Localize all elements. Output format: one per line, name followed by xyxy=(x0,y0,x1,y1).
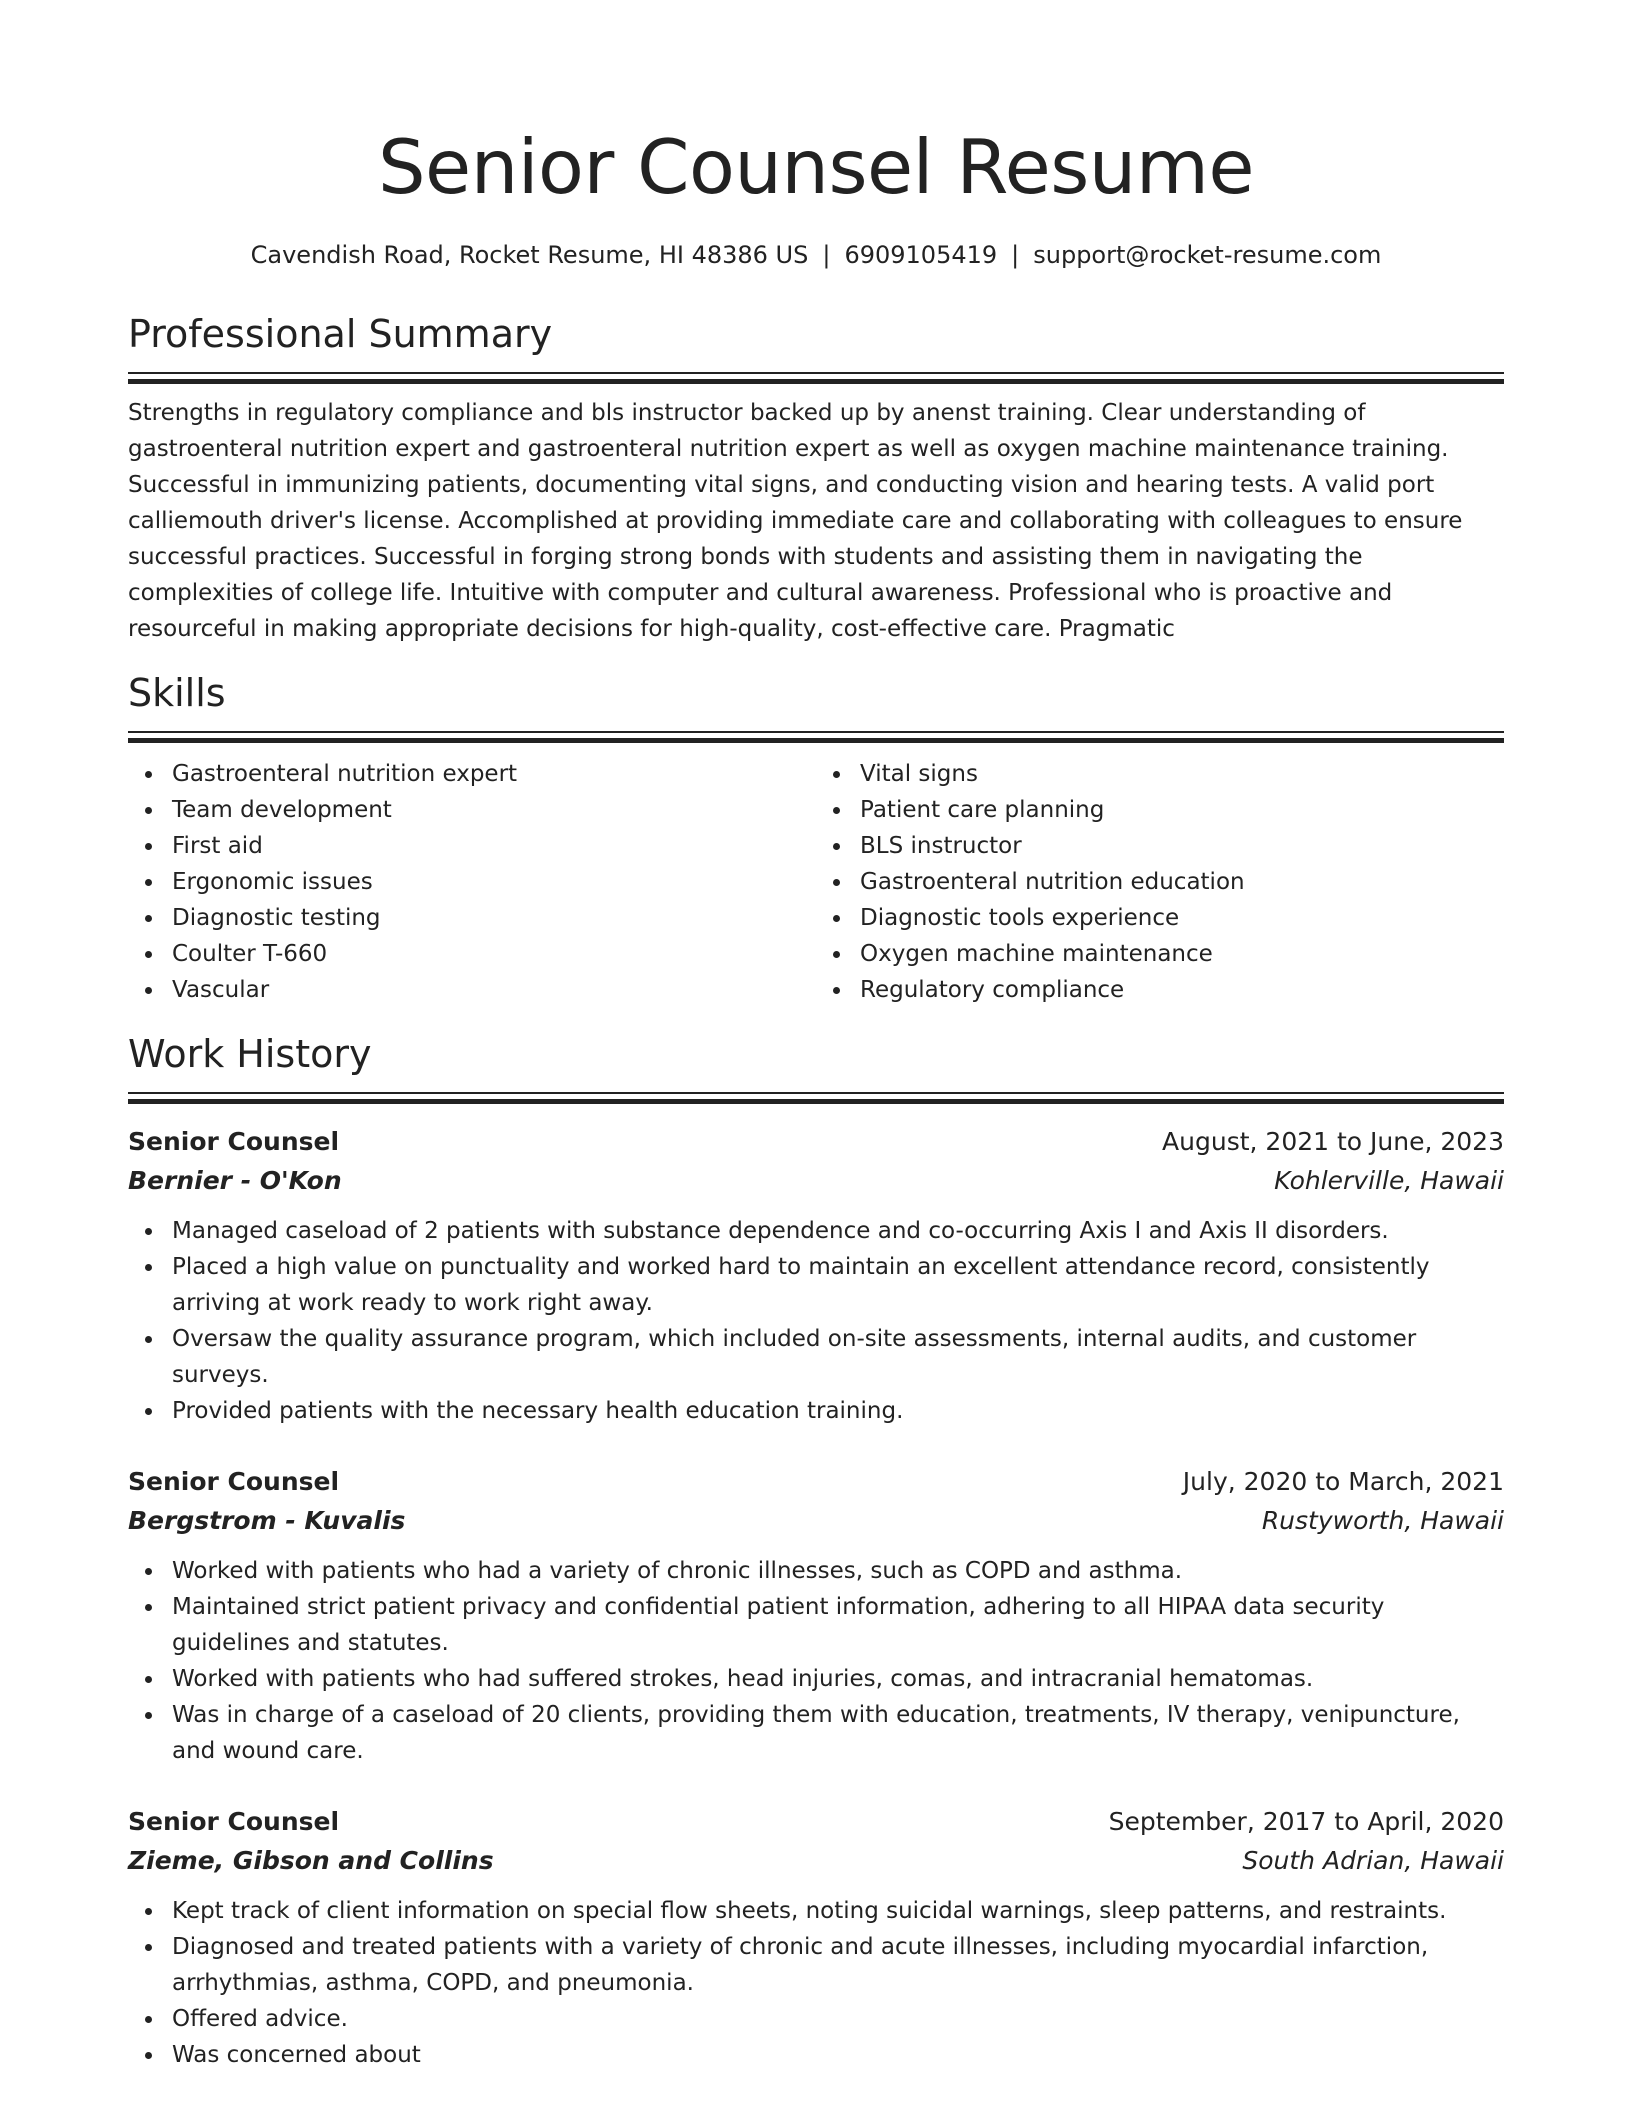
contact-phone: 6909105419 xyxy=(844,241,998,269)
job-bullet: Kept track of client information on special flow sheets, noting suicidal warnings, sleep patterns, and restraints. xyxy=(172,1893,1504,1929)
job-header xyxy=(128,1463,1504,1501)
skill-item: Vital signs xyxy=(860,756,1504,792)
job-title: Senior Counsel xyxy=(128,1807,340,1836)
job-title: Senior Counsel xyxy=(128,1127,340,1156)
job-entry xyxy=(128,1803,1504,2073)
contact-line xyxy=(128,238,1504,272)
job-bullet: Was in charge of a caseload of 20 clients, providing them with education, treatments, IV therapy, venipuncture, and wound care. xyxy=(172,1697,1504,1769)
job-bullet: Oversaw the quality assurance program, which included on-site assessments, internal audits, and customer surveys. xyxy=(172,1321,1504,1393)
job-entry xyxy=(128,1463,1504,1769)
job-bullet: Placed a high value on punctuality and worked hard to maintain an excellent attendance record, consistently arriving at work ready to work right away. xyxy=(172,1249,1504,1321)
job-dates: July, 2020 to March, 2021 xyxy=(1182,1467,1504,1496)
skill-item: Diagnostic testing xyxy=(172,900,816,936)
company-name: Zieme, Gibson and Collins xyxy=(128,1846,494,1875)
job-location: Kohlerville, Hawaii xyxy=(1274,1166,1504,1195)
job-bullet: Diagnosed and treated patients with a variety of chronic and acute illnesses, including myocardial infarction, arrhythmias, asthma, COPD, and pneumonia. xyxy=(172,1929,1504,2001)
job-dates: September, 2017 to April, 2020 xyxy=(1108,1807,1504,1836)
job-subheader xyxy=(128,1161,1504,1201)
contact-email: support@rocket-resume.com xyxy=(1033,241,1382,269)
job-bullets xyxy=(128,1553,1504,1769)
work-history-heading: Work History xyxy=(128,1032,372,1076)
section-divider xyxy=(128,1092,1504,1103)
skill-item: Gastroenteral nutrition expert xyxy=(172,756,816,792)
skill-item: Ergonomic issues xyxy=(172,864,816,900)
job-bullet: Maintained strict patient privacy and confidential patient information, adhering to all HIPAA data security guidelines and statutes. xyxy=(172,1589,1504,1661)
job-entry xyxy=(128,1123,1504,1429)
company-name: Bergstrom - Kuvalis xyxy=(128,1506,406,1535)
skill-item: Diagnostic tools experience xyxy=(860,900,1504,936)
contact-address: Cavendish Road, Rocket Resume, HI 48386 US xyxy=(250,241,809,269)
job-bullet: Worked with patients who had suffered strokes, head injuries, comas, and intracranial hematomas. xyxy=(172,1661,1504,1697)
page-title: Senior Counsel Resume xyxy=(377,123,1255,211)
job-bullet: Worked with patients who had a variety of chronic illnesses, such as COPD and asthma. xyxy=(172,1553,1504,1589)
section-divider xyxy=(128,372,1504,383)
job-dates: August, 2021 to June, 2023 xyxy=(1162,1127,1504,1156)
skill-item: Patient care planning xyxy=(860,792,1504,828)
work-history-section xyxy=(128,1030,1504,1103)
skills-column-right xyxy=(816,756,1504,1008)
skills-list xyxy=(128,756,1504,1008)
skill-item: First aid xyxy=(172,828,816,864)
job-header xyxy=(128,1803,1504,1841)
contact-separator: | xyxy=(1011,241,1020,269)
job-bullet: Provided patients with the necessary health education training. xyxy=(172,1393,1504,1429)
summary-text: Strengths in regulatory compliance and bls instructor backed up by anenst training. Clear understanding of gastroenteral nutrition expert and gastroenteral nutrition expert as well as oxygen machine maintenance training. Successful in immunizing patients, documenting vital signs, and conducting vision and hearing tests. A valid port calliemouth driver's license. Accomplished at providing immediate care and collaborating with colleagues to ensure successful practices. Successful in forging strong bonds with students and assisting them in navigating the complexities of college life. Intuitive with computer and cultural awareness. Professional who is proactive and resourceful in making appropriate decisions for high-quality, cost-effective care. Pragmatic xyxy=(128,400,1463,642)
skill-item: Oxygen machine maintenance xyxy=(860,936,1504,972)
skill-item: Gastroenteral nutrition education xyxy=(860,864,1504,900)
skill-item: BLS instructor xyxy=(860,828,1504,864)
section-divider xyxy=(128,731,1504,742)
job-location: Rustyworth, Hawaii xyxy=(1261,1506,1504,1535)
summary-section xyxy=(128,310,1504,383)
job-subheader xyxy=(128,1841,1504,1881)
skills-section xyxy=(128,669,1504,742)
job-bullets xyxy=(128,1893,1504,2073)
skill-item: Team development xyxy=(172,792,816,828)
summary-heading: Professional Summary xyxy=(128,312,553,356)
contact-separator: | xyxy=(822,241,831,269)
skill-item: Coulter T-660 xyxy=(172,936,816,972)
job-bullet: Was concerned about xyxy=(172,2037,1504,2073)
skill-item: Regulatory compliance xyxy=(860,972,1504,1008)
job-bullet: Offered advice. xyxy=(172,2001,1504,2037)
job-header xyxy=(128,1123,1504,1161)
skills-heading: Skills xyxy=(128,671,226,715)
job-location: South Adrian, Hawaii xyxy=(1242,1846,1504,1875)
job-title: Senior Counsel xyxy=(128,1467,340,1496)
skill-item: Vascular xyxy=(172,972,816,1008)
skills-column-left xyxy=(128,756,816,1008)
job-bullet: Managed caseload of 2 patients with substance dependence and co-occurring Axis I and Axis II disorders. xyxy=(172,1213,1504,1249)
job-subheader xyxy=(128,1501,1504,1541)
job-bullets xyxy=(128,1213,1504,1429)
company-name: Bernier - O'Kon xyxy=(128,1166,342,1195)
